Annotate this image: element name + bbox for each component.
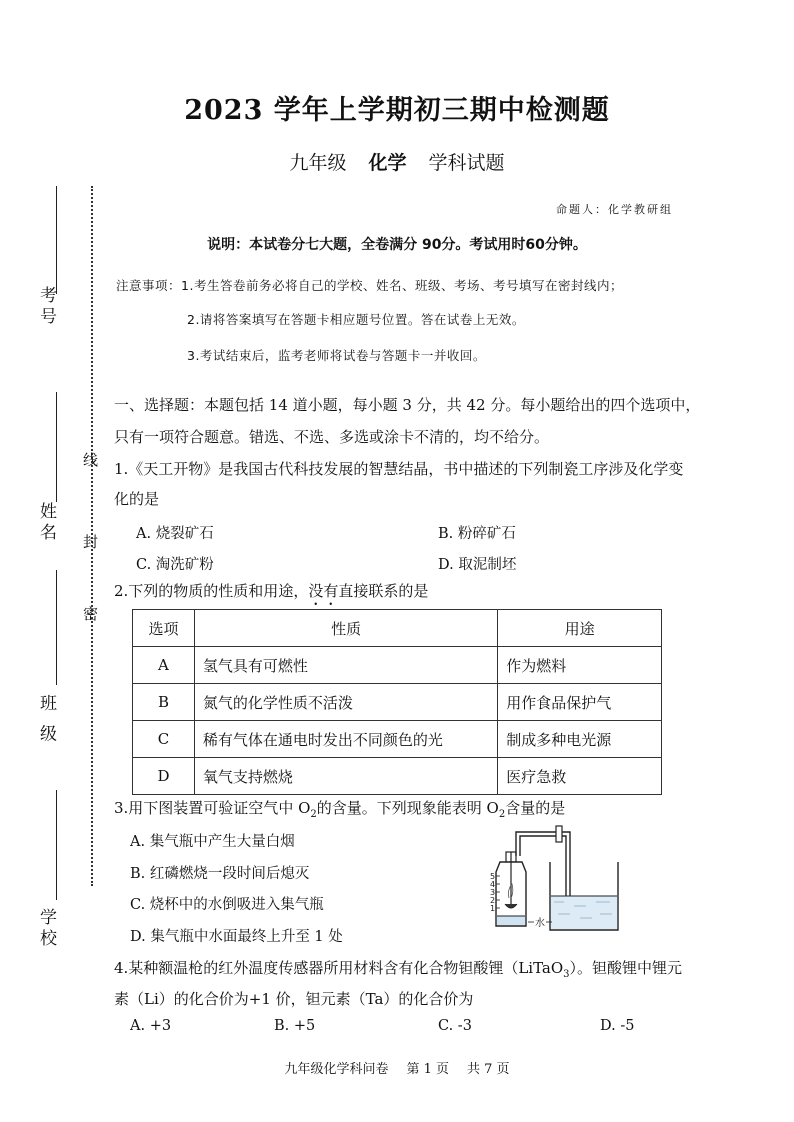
q4-stem-a: 4.某种额温枪的红外温度传感器所用材料含有化合物钽酸锂（LiTaO (114, 959, 564, 977)
notes-label: 注意事项： (116, 278, 182, 293)
q1-stem-1: 1.《天工开物》是我国古代科技发展的智慧结晶，书中描述的下列制瓷工序涉及化学变 (114, 460, 684, 478)
paper-label: 学科试题 (428, 152, 505, 174)
author-line: 命题人：化学教研组 (556, 203, 673, 216)
xingming-line (56, 392, 57, 502)
scale-4: 4 (490, 880, 496, 889)
table-row (133, 758, 662, 795)
q1-stem-2: 化的是 (114, 490, 160, 508)
table-row (133, 647, 662, 684)
footer-left: 九年级化学科问卷 (284, 1062, 389, 1077)
kaohao-label: 考号 (36, 286, 56, 328)
note-item: 2.请将答案填写在答题卡相应题号位置。答在试卷上无效。 (187, 312, 525, 327)
note-item: 1.考生答卷前务必将自己的学校、姓名、班级、考场、考号填写在密封线内； (181, 278, 623, 293)
xuexiao-label: 学校 (36, 908, 56, 950)
table-header: 性质 (194, 610, 497, 647)
q1-option-c: C. 淘洗矿粉 (136, 557, 214, 573)
q3-option-d: D. 集气瓶中水面最终上升至 1 处 (130, 929, 343, 945)
table-cell: 稀有气体在通电时发出不同颜色的光 (194, 721, 497, 758)
q4-option-b: B. +5 (274, 1018, 316, 1034)
q2-stem-before: 2.下列的物质的性质和用途， (114, 582, 309, 600)
xuexiao-line (56, 790, 57, 900)
table-cell: 氢气具有可燃性 (194, 647, 497, 684)
banji-label: 班 级 (36, 694, 56, 746)
q4-stem-b: ）。钽酸锂中锂元 (569, 959, 683, 977)
q1-option-a: A. 烧裂矿石 (136, 526, 214, 542)
table-cell: 氧气支持燃烧 (194, 758, 497, 795)
subject-label: 化学 (368, 152, 407, 174)
footer-total: 共 7 页 (467, 1062, 510, 1077)
q4-option-a: A. +3 (130, 1018, 172, 1034)
q3-option-c: C. 烧杯中的水倒吸进入集气瓶 (130, 897, 324, 913)
apparatus-figure (478, 818, 628, 936)
table-header: 选项 (133, 610, 195, 647)
table-cell: 医疗急救 (498, 758, 662, 795)
table-header-row (133, 610, 662, 647)
q3-option-a: A. 集气瓶中产生大量白烟 (130, 834, 295, 850)
scale-3: 3 (490, 888, 496, 897)
subtitle (0, 148, 794, 175)
footer-page: 第 1 页 (406, 1062, 449, 1077)
q1-option-b: B. 粉碎矿石 (438, 526, 516, 542)
section1-intro-1: 一、选择题：本题包括 14 道小题，每小题 3 分，共 42 分。每小题给出的四个选项中， (114, 396, 701, 414)
q1-option-d: D. 取泥制坯 (438, 557, 517, 573)
xingming-label: 姓名 (36, 502, 56, 544)
table-cell: A (133, 647, 195, 684)
q4-option-d: D. -5 (600, 1018, 635, 1034)
q3-stem-a: 3.用下图装置可验证空气中 O (114, 799, 311, 817)
seal-mi: 密 (81, 606, 99, 625)
q3-stem-c: 含量的是 (505, 799, 566, 817)
q3-stem-b: 的含量。下列现象能表明 O (316, 799, 499, 817)
table-cell: 氮气的化学性质不活泼 (194, 684, 497, 721)
table-cell: B (133, 684, 195, 721)
q3-option-b: B. 红磷燃烧一段时间后熄灭 (130, 866, 310, 882)
table-row (133, 721, 662, 758)
q2-emphasis: 没有 (308, 582, 339, 600)
page-footer (0, 1058, 794, 1077)
exam-description: 说明：本试卷分七大题，全卷满分 90分。考试用时60分钟。 (207, 237, 587, 253)
table-cell: C (133, 721, 195, 758)
kaohao-line (56, 186, 57, 294)
scale-1: 1 (490, 904, 496, 913)
q3-sub: 2 (498, 809, 506, 820)
seal-feng: 封 (81, 534, 99, 553)
table-row (133, 684, 662, 721)
banji-line (56, 570, 57, 685)
q2-stem-after: 直接联系的是 (338, 582, 429, 600)
seal-xian: 线 (81, 452, 99, 471)
note-item: 3.考试结束后，监考老师将试卷与答题卡一并收回。 (187, 348, 486, 363)
grade-label: 九年级 (289, 152, 347, 174)
scale-5: 5 (490, 872, 496, 881)
table-cell: 制成多种电光源 (498, 721, 662, 758)
q2-stem (114, 580, 428, 609)
q4-option-c: C. -3 (438, 1018, 472, 1034)
table-header: 用途 (498, 610, 662, 647)
q2-table (132, 609, 662, 795)
q4-stem-1 (114, 957, 682, 986)
page-title: 2023 学年上学期初三期中检测题 (184, 95, 610, 126)
section1-intro-2: 只有一项符合题意。错选、不选、多选或涂卡不清的，均不给分。 (114, 428, 550, 446)
notes-line-1 (116, 276, 623, 294)
q3-sub: 2 (310, 809, 317, 820)
water-label: 水 (535, 918, 545, 929)
q4-sub: 3 (563, 969, 570, 980)
table-cell: D (133, 758, 195, 795)
table-cell: 用作食品保护气 (498, 684, 662, 721)
table-cell: 作为燃料 (498, 647, 662, 684)
scale-2: 2 (490, 896, 496, 905)
q4-stem-2: 素（Li）的化合价为+1 价，钽元素（Ta）的化合价为 (114, 990, 474, 1008)
